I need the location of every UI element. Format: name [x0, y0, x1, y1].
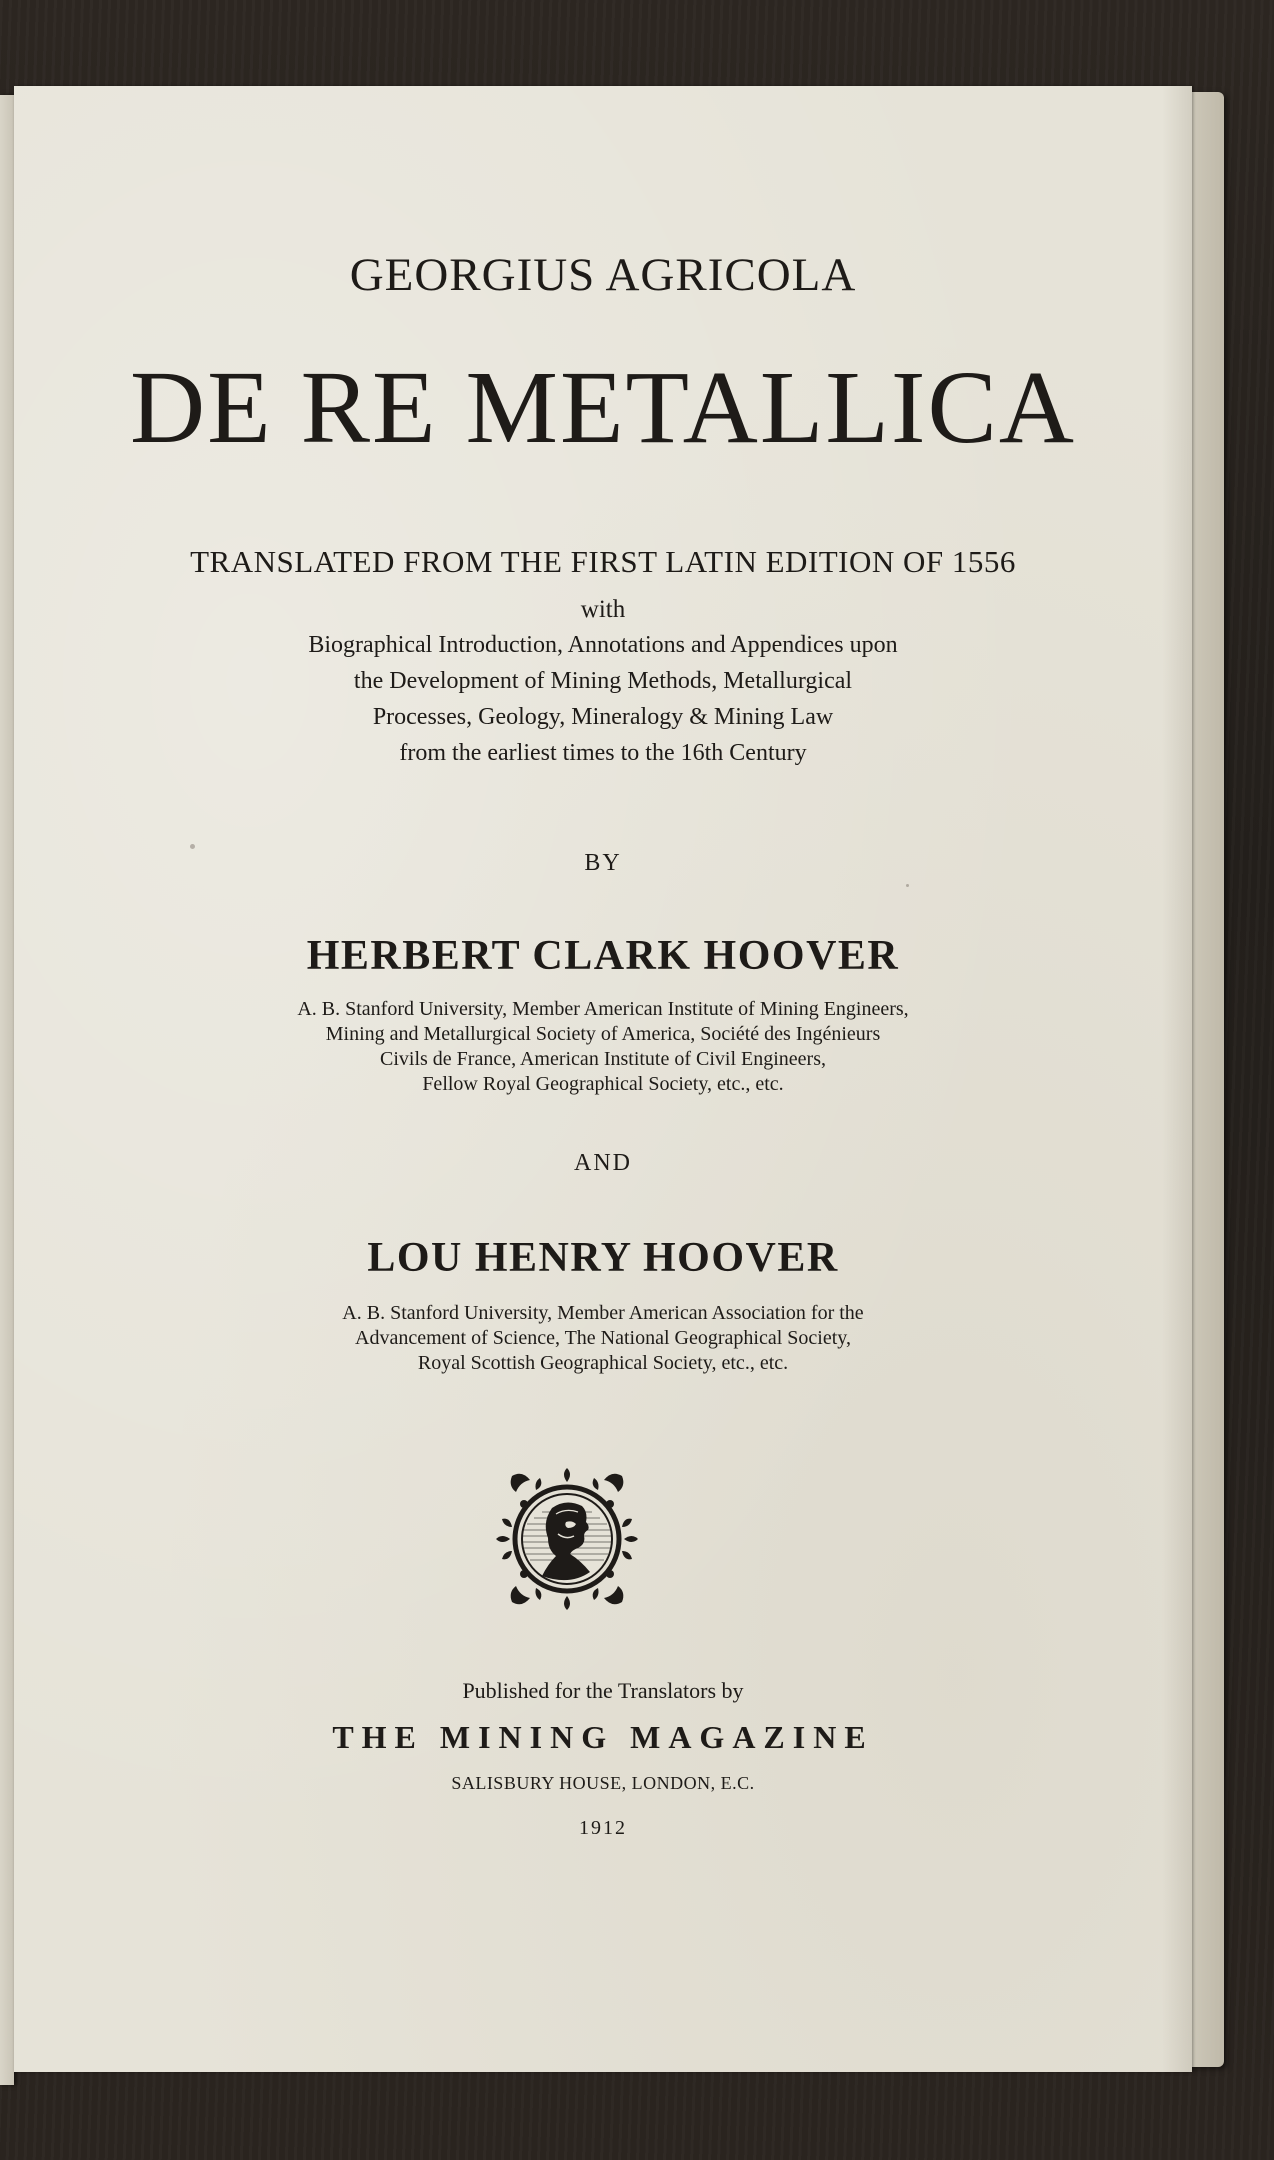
translated-line: TRANSLATED FROM THE FIRST LATIN EDITION OF 1556 [190, 544, 1016, 579]
description-line: from the earliest times to the 16th Century [399, 740, 807, 766]
with-line: with [580, 596, 626, 623]
and-line: AND [574, 1150, 632, 1176]
description-line: the Development of Mining Methods, Metallurgical [353, 668, 853, 694]
description-line: Processes, Geology, Mineralogy & Mining Law [372, 704, 834, 730]
translator-2-credential: Advancement of Science, The National Geographical Society, [355, 1327, 851, 1349]
description-line: Biographical Introduction, Annotations and Appendices upon [308, 632, 898, 658]
author-heading: GEORGIUS AGRICOLA [349, 249, 857, 301]
translator-1-credential: A. B. Stanford University, Member American Institute of Mining Engineers, [297, 998, 909, 1020]
translator-1-name: HERBERT CLARK HOOVER [306, 933, 900, 979]
paper-spot [190, 844, 195, 849]
translator-2-credential: A. B. Stanford University, Member American Association for the [342, 1302, 864, 1324]
published-for: Published for the Translators by [462, 1678, 744, 1703]
translator-1-credential: Fellow Royal Geographical Society, etc., etc. [422, 1073, 784, 1095]
publication-year: 1912 [579, 1817, 627, 1839]
by-line: BY [584, 850, 622, 876]
previous-page-edge [0, 95, 14, 2085]
title-page [14, 86, 1192, 2072]
paper-spot [906, 884, 909, 887]
translator-1-credential: Mining and Metallurgical Society of America, Société des Ingénieurs [325, 1023, 881, 1045]
publisher-name: THE MINING MAGAZINE [332, 1719, 874, 1755]
publisher-address: SALISBURY HOUSE, LONDON, E.C. [451, 1773, 755, 1793]
translator-1-credential: Civils de France, American Institute of Civil Engineers, [379, 1048, 826, 1070]
translator-2-name: LOU HENRY HOOVER [367, 1235, 839, 1281]
portrait-medallion-icon [492, 1464, 642, 1614]
book-title: DE RE METALLICA [130, 350, 1076, 465]
translator-2-credential: Royal Scottish Geographical Society, etc., etc. [417, 1352, 789, 1374]
